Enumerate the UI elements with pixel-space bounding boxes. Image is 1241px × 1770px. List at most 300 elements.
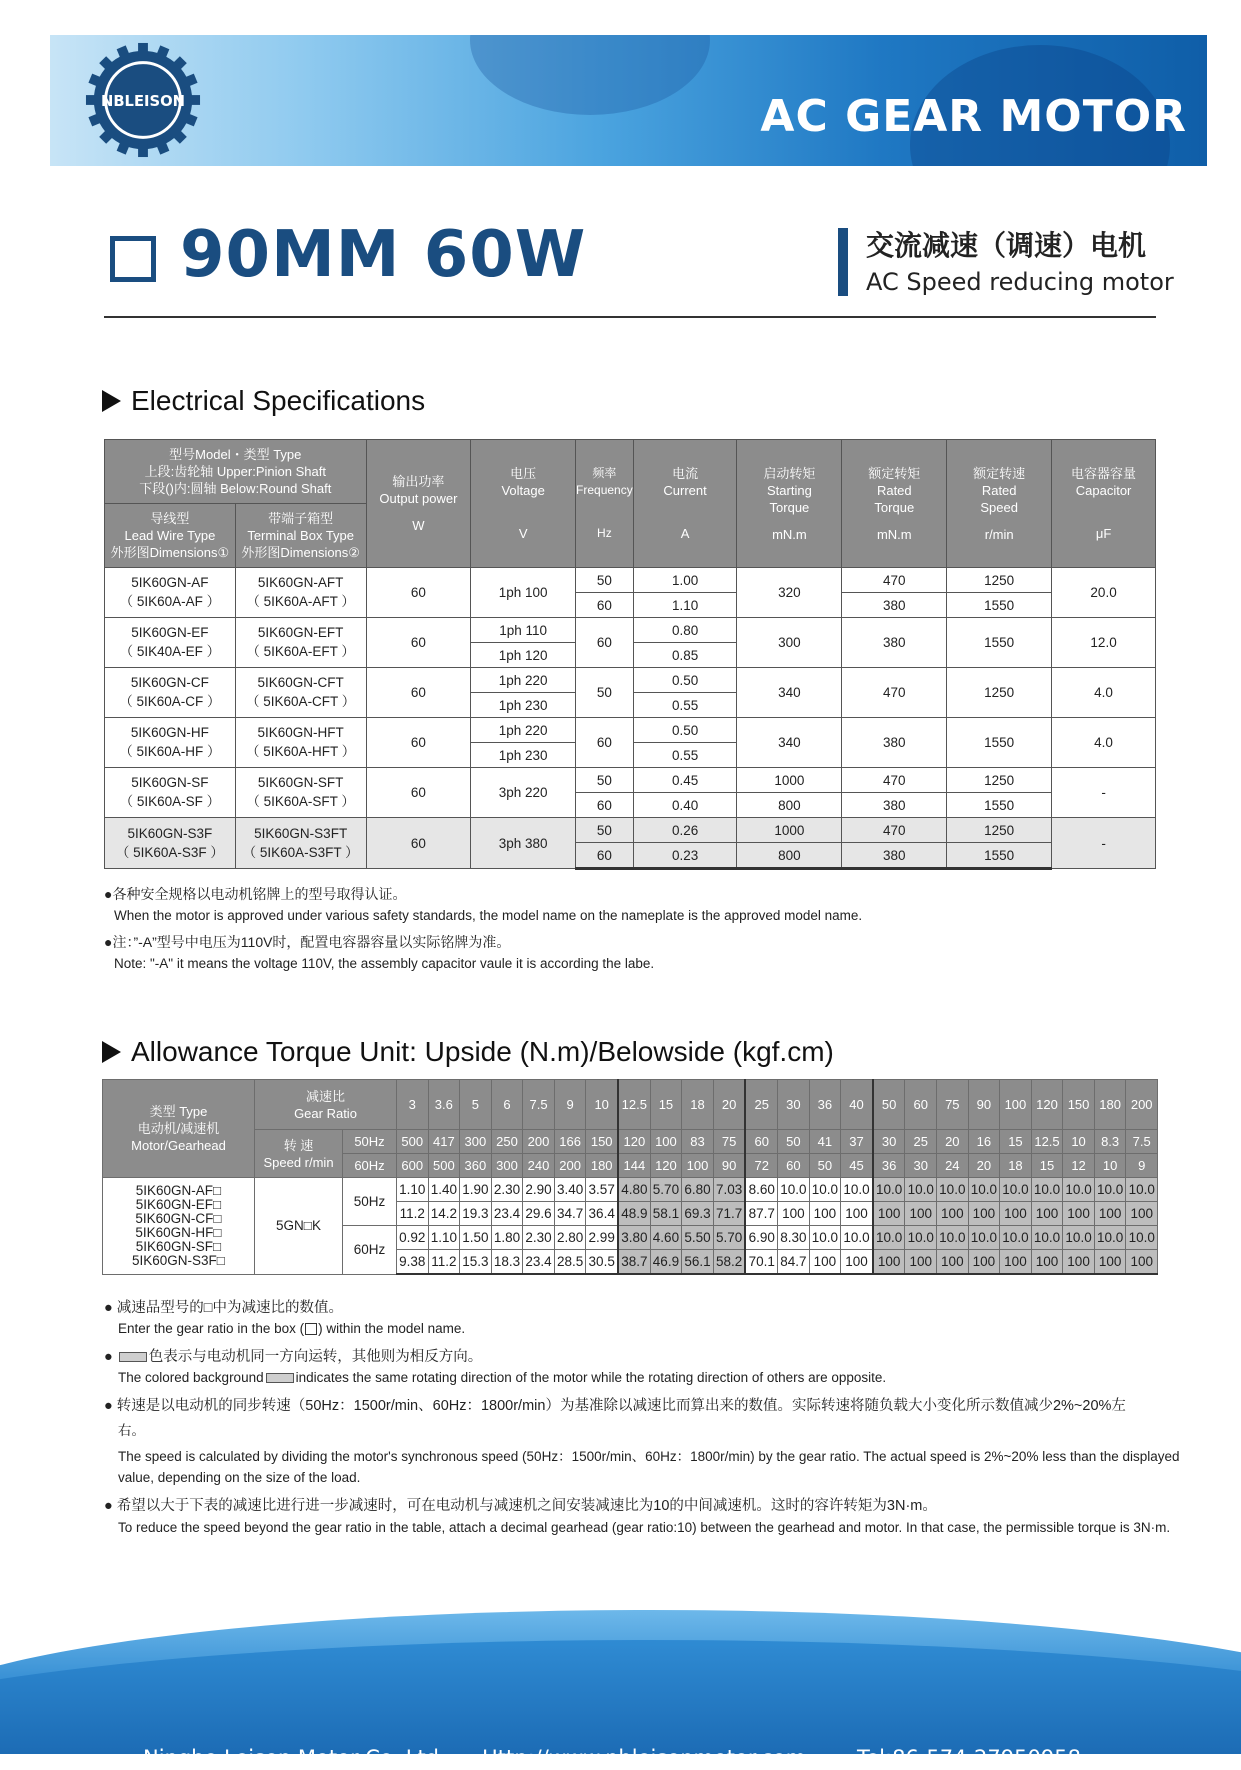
frequency-header: 频率 Frequency Hz [576,440,634,568]
torque-value: 3.57 [586,1178,618,1202]
torque-value: 100 [809,1202,841,1226]
torque-value: 1.10 [428,1226,460,1250]
torque-note-4-en: To reduce the speed beyond the gear ratio in the table, attach a decimal gearhead (gear ratio:10) between the gearhead and motor. In that case, the permissible torque is 3N·m. [118,1520,1171,1535]
spec-cell-c2: 0.85 [633,643,737,668]
torque-value: 0.92 [397,1226,429,1250]
torque-value: 15.3 [460,1250,492,1275]
spec-cell-f1: 50 [576,768,634,793]
torque-value: 14.2 [428,1202,460,1226]
torque-value: 8.60 [745,1178,777,1202]
electrical-note-1-en: When the motor is approved under various safety standards, the model name on the nameplate is the approved model name. [114,908,863,923]
torque-value: 10.0 [809,1226,841,1250]
title-square-icon [110,236,156,282]
spec-cell-power: 60 [366,568,471,618]
gear-ratio-value: 3.6 [428,1080,460,1130]
torque-value: 71.7 [713,1202,745,1226]
torque-value: 100 [809,1250,841,1275]
spec-cell-terminal-model: 5IK60GN-S3FT （ 5IK60A-S3FT ） [235,818,366,869]
gear-ratio-value: 36 [809,1080,841,1130]
colored-background-swatch [119,1352,147,1362]
spec-cell-lead-model: 5IK60GN-SF （ 5IK60A-SF ） [105,768,236,818]
spec-cell-power: 60 [366,618,471,668]
electrical-note-1-cn: ●各种安全规格以电动机铭牌上的型号取得认证。 [104,886,407,902]
speed-50hz-value: 83 [682,1130,714,1154]
speed-60hz-value: 500 [428,1154,460,1178]
gear-ratio-value: 100 [1000,1080,1032,1130]
spec-cell-c1: 0.26 [633,818,737,843]
torque-value: 87.7 [745,1202,777,1226]
frequency-label: 50Hz [343,1178,397,1226]
lead-wire-header: 导线型 Lead Wire Type 外形图Dimensions① [105,504,236,568]
speed-60hz-value: 20 [968,1154,1000,1178]
spec-cell-r2: 380 [842,593,947,618]
torque-value: 100 [937,1202,969,1226]
torque-value: 100 [1094,1202,1126,1226]
frequency-label: 60Hz [343,1226,397,1275]
spec-cell-sp1: 1550 [947,618,1052,668]
torque-note-4-cn: ● 希望以大于下表的减速比进行进一步减速时，可在电动机与减速机之间安装减速比为10的中间减速机。这时的容许转矩为3N·m。 [104,1498,937,1514]
triangle-bullet-icon [102,1041,121,1063]
speed-50hz-value: 100 [650,1130,682,1154]
spec-cell-cap: 20.0 [1052,568,1156,618]
torque-value: 10.0 [905,1178,937,1202]
torque-value: 11.2 [397,1202,429,1226]
torque-value: 10.0 [778,1178,810,1202]
speed-60hz-value: 90 [713,1154,745,1178]
spec-cell-v1: 1ph 220 [471,718,576,743]
torque-value: 5.70 [713,1226,745,1250]
spec-cell-s1: 300 [737,618,842,668]
torque-value: 10.0 [1063,1178,1095,1202]
speed-60hz-value: 200 [554,1154,586,1178]
torque-note-1-cn: ● 减速品型号的□中为减速比的数值。 [104,1300,344,1316]
spec-row [105,718,1156,743]
spec-cell-f1: 60 [576,718,634,768]
spec-cell-c2: 0.55 [633,743,737,768]
spec-cell-f1: 50 [576,668,634,718]
speed-60hz-value: 45 [841,1154,873,1178]
spec-cell-terminal-model: 5IK60GN-CFT （ 5IK60A-CFT ） [235,668,366,718]
speed-60hz-value: 300 [491,1154,523,1178]
speed-50hz-value: 166 [554,1130,586,1154]
spec-cell-c1: 0.50 [633,668,737,693]
torque-value: 5.70 [650,1178,682,1202]
spec-cell-f2: 60 [576,593,634,618]
torque-value: 1.10 [397,1178,429,1202]
torque-value: 100 [778,1202,810,1226]
torque-value: 3.80 [618,1226,650,1250]
spec-cell-lead-model: 5IK60GN-EF （ 5IK40A-EF ） [105,618,236,668]
torque-value: 100 [905,1202,937,1226]
spec-cell-terminal-model: 5IK60GN-SFT （ 5IK60A-SFT ） [235,768,366,818]
spec-row [105,768,1156,793]
torque-value: 10.0 [809,1178,841,1202]
torque-value: 10.0 [1000,1226,1032,1250]
speed-50hz-value: 150 [586,1130,618,1154]
spec-cell-f1: 60 [576,618,634,668]
gear-ratio-value: 25 [745,1080,777,1130]
gear-ratio-value: 6 [491,1080,523,1130]
spec-cell-lead-model: 5IK60GN-CF （ 5IK60A-CF ） [105,668,236,718]
speed-50hz-value: 120 [618,1130,650,1154]
spec-cell-terminal-model: 5IK60GN-HFT （ 5IK60A-HFT ） [235,718,366,768]
torque-value: 10.0 [905,1226,937,1250]
torque-note-1-en: Enter the gear ratio in the box ( ) within the model name. [118,1321,466,1336]
spec-cell-power: 60 [366,768,471,818]
subtitle-cn: 交流减速（调速）电机 [866,230,1147,261]
spec-cell-cap: - [1052,768,1156,818]
spec-cell-sp2: 1550 [947,793,1052,818]
torque-value: 100 [873,1202,905,1226]
spec-cell-f2: 60 [576,793,634,818]
torque-value: 10.0 [937,1226,969,1250]
subtitle-en: AC Speed reducing motor [866,268,1174,296]
speed-60hz-value: 9 [1126,1154,1158,1178]
gear-ratio-header: 减速比 Gear Ratio [255,1080,397,1130]
spec-cell-v1: 3ph 220 [471,768,576,818]
spec-cell-v2: 1ph 120 [471,643,576,668]
torque-heading-text: Allowance Torque Unit: Upside (N.m)/Belowside (kgf.cm) [131,1036,834,1067]
spec-cell-f1: 50 [576,818,634,843]
speed-60hz-value: 50 [809,1154,841,1178]
spec-cell-power: 60 [366,718,471,768]
torque-value: 10.0 [1094,1178,1126,1202]
electrical-note-2-cn: ●注：”-A”型号中电压为110V时，配置电容器容量以实际铭牌为准。 [104,934,511,950]
torque-value: 10.0 [937,1178,969,1202]
spec-cell-r2: 380 [842,843,947,869]
spec-cell-cap: 4.0 [1052,668,1156,718]
banner-title: AC GEAR MOTOR [760,91,1187,142]
torque-value: 2.30 [491,1178,523,1202]
voltage-header: 电压 Voltage V [471,440,576,568]
gear-ratio-value: 180 [1094,1080,1126,1130]
torque-value: 1.40 [428,1178,460,1202]
rated-speed-header: 额定转速 Rated Speed r/min [947,440,1052,568]
torque-row [103,1178,1158,1202]
gear-ratio-value: 90 [968,1080,1000,1130]
spec-cell-sp1: 1250 [947,818,1052,843]
gear-ratio-value: 150 [1063,1080,1095,1130]
torque-value: 4.80 [618,1178,650,1202]
spec-cell-c1: 1.00 [633,568,737,593]
torque-value: 10.0 [968,1226,1000,1250]
torque-value: 6.90 [745,1226,777,1250]
torque-value: 100 [1063,1202,1095,1226]
banner-gear-decoration [470,35,710,115]
power-header: 输出功率 Output power W [366,440,471,568]
spec-cell-v1: 1ph 110 [471,618,576,643]
spec-cell-sp1: 1250 [947,568,1052,593]
torque-value: 100 [937,1250,969,1275]
box-symbol-icon [305,1323,317,1335]
speed-50hz-value: 37 [841,1130,873,1154]
speed-60hz-value: 72 [745,1154,777,1178]
torque-value: 100 [1063,1250,1095,1275]
speed-60hz-value: 180 [586,1154,618,1178]
speed-50hz-label: 50Hz [343,1130,397,1154]
gear-ratio-value: 40 [841,1080,873,1130]
electrical-spec-table [104,439,1156,870]
spec-cell-lead-model: 5IK60GN-HF （ 5IK60A-HF ） [105,718,236,768]
torque-value: 10.0 [841,1178,873,1202]
torque-value: 36.4 [586,1202,618,1226]
spec-cell-r2: 380 [842,793,947,818]
torque-value: 23.4 [491,1202,523,1226]
spec-cell-lead-model: 5IK60GN-S3F （ 5IK60A-S3F ） [105,818,236,869]
torque-heading [102,1036,834,1068]
speed-header: 转 速 Speed r/min [255,1130,343,1178]
torque-value: 100 [1126,1202,1158,1226]
torque-value: 46.9 [650,1250,682,1275]
spec-cell-f1: 50 [576,568,634,593]
speed-50hz-value: 15 [1000,1130,1032,1154]
torque-value: 10.0 [1063,1226,1095,1250]
spec-cell-s1: 1000 [737,768,842,793]
terminal-box-header: 带端子箱型 Terminal Box Type 外形图Dimensions② [235,504,366,568]
motor-model-list: 5IK60GN-AF□ 5IK60GN-EF□ 5IK60GN-CF□ 5IK60GN-HF□ 5IK60GN-SF□ 5IK60GN-S3F□ [103,1178,255,1275]
torque-value: 10.0 [968,1178,1000,1202]
spec-cell-v2: 1ph 230 [471,693,576,718]
spec-cell-s2: 800 [737,793,842,818]
spec-cell-c2: 1.10 [633,593,737,618]
torque-value: 9.38 [397,1250,429,1275]
torque-value: 10.0 [1031,1178,1063,1202]
speed-50hz-value: 75 [713,1130,745,1154]
spec-cell-terminal-model: 5IK60GN-AFT （ 5IK60A-AFT ） [235,568,366,618]
capacitor-header: 电容器容量 Capacitor μF [1052,440,1156,568]
gear-ratio-value: 3 [397,1080,429,1130]
brand-logo [84,41,202,159]
gear-ratio-value: 120 [1031,1080,1063,1130]
spec-cell-sp1: 1250 [947,668,1052,718]
speed-60hz-value: 18 [1000,1154,1032,1178]
speed-60hz-value: 60 [778,1154,810,1178]
spec-cell-s2: 800 [737,843,842,869]
spec-cell-v1: 3ph 380 [471,818,576,869]
torque-value: 11.2 [428,1250,460,1275]
spec-cell-power: 60 [366,818,471,869]
torque-value: 100 [1031,1202,1063,1226]
speed-60hz-value: 12 [1063,1154,1095,1178]
spec-cell-r1: 470 [842,668,947,718]
torque-value: 6.80 [682,1178,714,1202]
spec-cell-c1: 0.80 [633,618,737,643]
torque-value: 2.30 [523,1226,555,1250]
gear-ratio-value: 50 [873,1080,905,1130]
spec-cell-cap: - [1052,818,1156,869]
torque-value: 70.1 [745,1250,777,1275]
spec-row [105,568,1156,593]
torque-value: 5.50 [682,1226,714,1250]
torque-value: 48.9 [618,1202,650,1226]
torque-value: 100 [1000,1250,1032,1275]
speed-50hz-value: 30 [873,1130,905,1154]
spec-cell-f2: 60 [576,843,634,869]
spec-cell-v1: 1ph 220 [471,668,576,693]
spec-cell-cap: 12.0 [1052,618,1156,668]
spec-cell-s1: 340 [737,668,842,718]
title-divider [104,316,1156,318]
triangle-bullet-icon [102,390,121,412]
speed-50hz-value: 10 [1063,1130,1095,1154]
allowance-torque-table [102,1079,1158,1275]
speed-50hz-value: 20 [937,1130,969,1154]
torque-value: 1.50 [460,1226,492,1250]
torque-note-2-cn: ● 色表示与电动机同一方向运转，其他则为相反方向。 [104,1349,483,1365]
spec-cell-c2: 0.55 [633,693,737,718]
torque-value: 34.7 [554,1202,586,1226]
torque-value: 7.03 [713,1178,745,1202]
gearhead-model: 5GN□K [255,1178,343,1275]
speed-50hz-value: 500 [397,1130,429,1154]
speed-50hz-value: 200 [523,1130,555,1154]
gear-ratio-value: 60 [905,1080,937,1130]
speed-60hz-value: 24 [937,1154,969,1178]
footer-url[interactable]: Http://www.nbleisonmotor.com [482,1746,807,1770]
spec-cell-cap: 4.0 [1052,718,1156,768]
electrical-heading [102,385,425,417]
type-header: 类型 Type 电动机/减速机 Motor/Gearhead [103,1080,255,1178]
gear-ratio-value: 30 [778,1080,810,1130]
colored-background-swatch [266,1373,294,1383]
spec-cell-sp2: 1550 [947,593,1052,618]
speed-50hz-value: 41 [809,1130,841,1154]
spec-cell-r1: 380 [842,718,947,768]
speed-50hz-value: 7.5 [1126,1130,1158,1154]
torque-value: 58.2 [713,1250,745,1275]
rated-torque-header: 额定转矩 Rated Torque mN.m [842,440,947,568]
header-banner [50,35,1207,166]
spec-cell-power: 60 [366,668,471,718]
gear-ratio-value: 18 [682,1080,714,1130]
spec-cell-v2: 1ph 230 [471,743,576,768]
spec-cell-r1: 380 [842,618,947,668]
electrical-note-2-en: Note: "-A" it means the voltage 110V, the assembly capacitor vaule it is according the labe. [114,956,655,971]
torque-note-3-en-cont: value, depending on the size of the load. [118,1470,361,1485]
speed-60hz-value: 100 [682,1154,714,1178]
speed-60hz-label: 60Hz [343,1154,397,1178]
speed-50hz-value: 300 [460,1130,492,1154]
torque-value: 100 [841,1202,873,1226]
torque-note-3-cn: ● 转速是以电动机的同步转速（50Hz：1500r/min、60Hz：1800r/min）为基准除以减速比而算出来的数值。实际转速将随负载大小变化所示数值减少2%~20%左 [104,1398,1126,1414]
torque-value: 23.4 [523,1250,555,1275]
svg-text:NBLEISON: NBLEISON [100,92,186,110]
spec-cell-c2: 0.40 [633,793,737,818]
torque-value: 4.60 [650,1226,682,1250]
spec-cell-r1: 470 [842,568,947,593]
gear-ratio-value: 15 [650,1080,682,1130]
spec-cell-sp1: 1250 [947,768,1052,793]
spec-cell-r1: 470 [842,768,947,793]
torque-value: 100 [841,1250,873,1275]
spec-cell-s1: 320 [737,568,842,618]
torque-value: 100 [1000,1202,1032,1226]
torque-value: 38.7 [618,1250,650,1275]
torque-value: 3.40 [554,1178,586,1202]
torque-value: 100 [968,1202,1000,1226]
footer-wave [0,1610,1241,1754]
torque-value: 18.3 [491,1250,523,1275]
spec-cell-lead-model: 5IK60GN-AF （ 5IK60A-AF ） [105,568,236,618]
gear-ratio-value: 5 [460,1080,492,1130]
speed-60hz-value: 144 [618,1154,650,1178]
page-title: 90MM 60W [180,218,587,292]
torque-value: 10.0 [1094,1226,1126,1250]
torque-value: 100 [1031,1250,1063,1275]
speed-60hz-value: 600 [397,1154,429,1178]
torque-value: 100 [873,1250,905,1275]
gear-ratio-value: 7.5 [523,1080,555,1130]
speed-50hz-value: 16 [968,1130,1000,1154]
footer-tel: Tel:86-574-27950958 [857,1746,1081,1770]
speed-60hz-value: 120 [650,1154,682,1178]
speed-60hz-value: 240 [523,1154,555,1178]
torque-value: 10.0 [841,1226,873,1250]
title-accent-bar [838,228,848,296]
speed-60hz-value: 36 [873,1154,905,1178]
torque-value: 8.30 [778,1226,810,1250]
torque-value: 2.80 [554,1226,586,1250]
torque-value: 10.0 [1031,1226,1063,1250]
gear-ratio-value: 200 [1126,1080,1158,1130]
speed-50hz-value: 12.5 [1031,1130,1063,1154]
torque-value: 100 [968,1250,1000,1275]
spec-row [105,818,1156,843]
torque-note-3-en: The speed is calculated by dividing the motor's synchronous speed (50Hz：1500r/min、60Hz：1800r/min) by the gear ratio. The actual speed is 2%~20% less than the displayed [118,1449,1180,1464]
speed-50hz-value: 60 [745,1130,777,1154]
torque-value: 2.99 [586,1226,618,1250]
speed-60hz-value: 30 [905,1154,937,1178]
spec-cell-c1: 0.50 [633,718,737,743]
torque-value: 10.0 [873,1178,905,1202]
spec-cell-sp2: 1550 [947,843,1052,869]
torque-value: 10.0 [1126,1178,1158,1202]
spec-row [105,668,1156,693]
torque-value: 100 [1126,1250,1158,1275]
spec-cell-c1: 0.45 [633,768,737,793]
spec-cell-v1: 1ph 100 [471,568,576,618]
torque-value: 58.1 [650,1202,682,1226]
speed-60hz-value: 10 [1094,1154,1126,1178]
torque-value: 2.90 [523,1178,555,1202]
gear-ratio-value: 10 [586,1080,618,1130]
torque-value: 1.80 [491,1226,523,1250]
spec-cell-c2: 0.23 [633,843,737,869]
speed-50hz-value: 25 [905,1130,937,1154]
torque-note-3-cn-cont: 右。 [118,1423,145,1438]
gear-ratio-value: 9 [554,1080,586,1130]
spec-cell-r1: 470 [842,818,947,843]
torque-value: 28.5 [554,1250,586,1275]
torque-value: 56.1 [682,1250,714,1275]
speed-50hz-value: 417 [428,1130,460,1154]
torque-note-2-en: The colored background indicates the same rotating direction of the motor while the rotating direction of others are opposite. [118,1370,887,1385]
torque-value: 69.3 [682,1202,714,1226]
torque-value: 100 [1094,1250,1126,1275]
torque-value: 10.0 [1126,1226,1158,1250]
speed-60hz-value: 15 [1031,1154,1063,1178]
torque-value: 100 [905,1250,937,1275]
torque-value: 84.7 [778,1250,810,1275]
torque-value: 29.6 [523,1202,555,1226]
torque-value: 1.90 [460,1178,492,1202]
torque-value: 19.3 [460,1202,492,1226]
gear-ratio-value: 75 [937,1080,969,1130]
spec-cell-sp1: 1550 [947,718,1052,768]
spec-row [105,618,1156,643]
speed-50hz-value: 8.3 [1094,1130,1126,1154]
electrical-heading-text: Electrical Specifications [131,385,426,416]
